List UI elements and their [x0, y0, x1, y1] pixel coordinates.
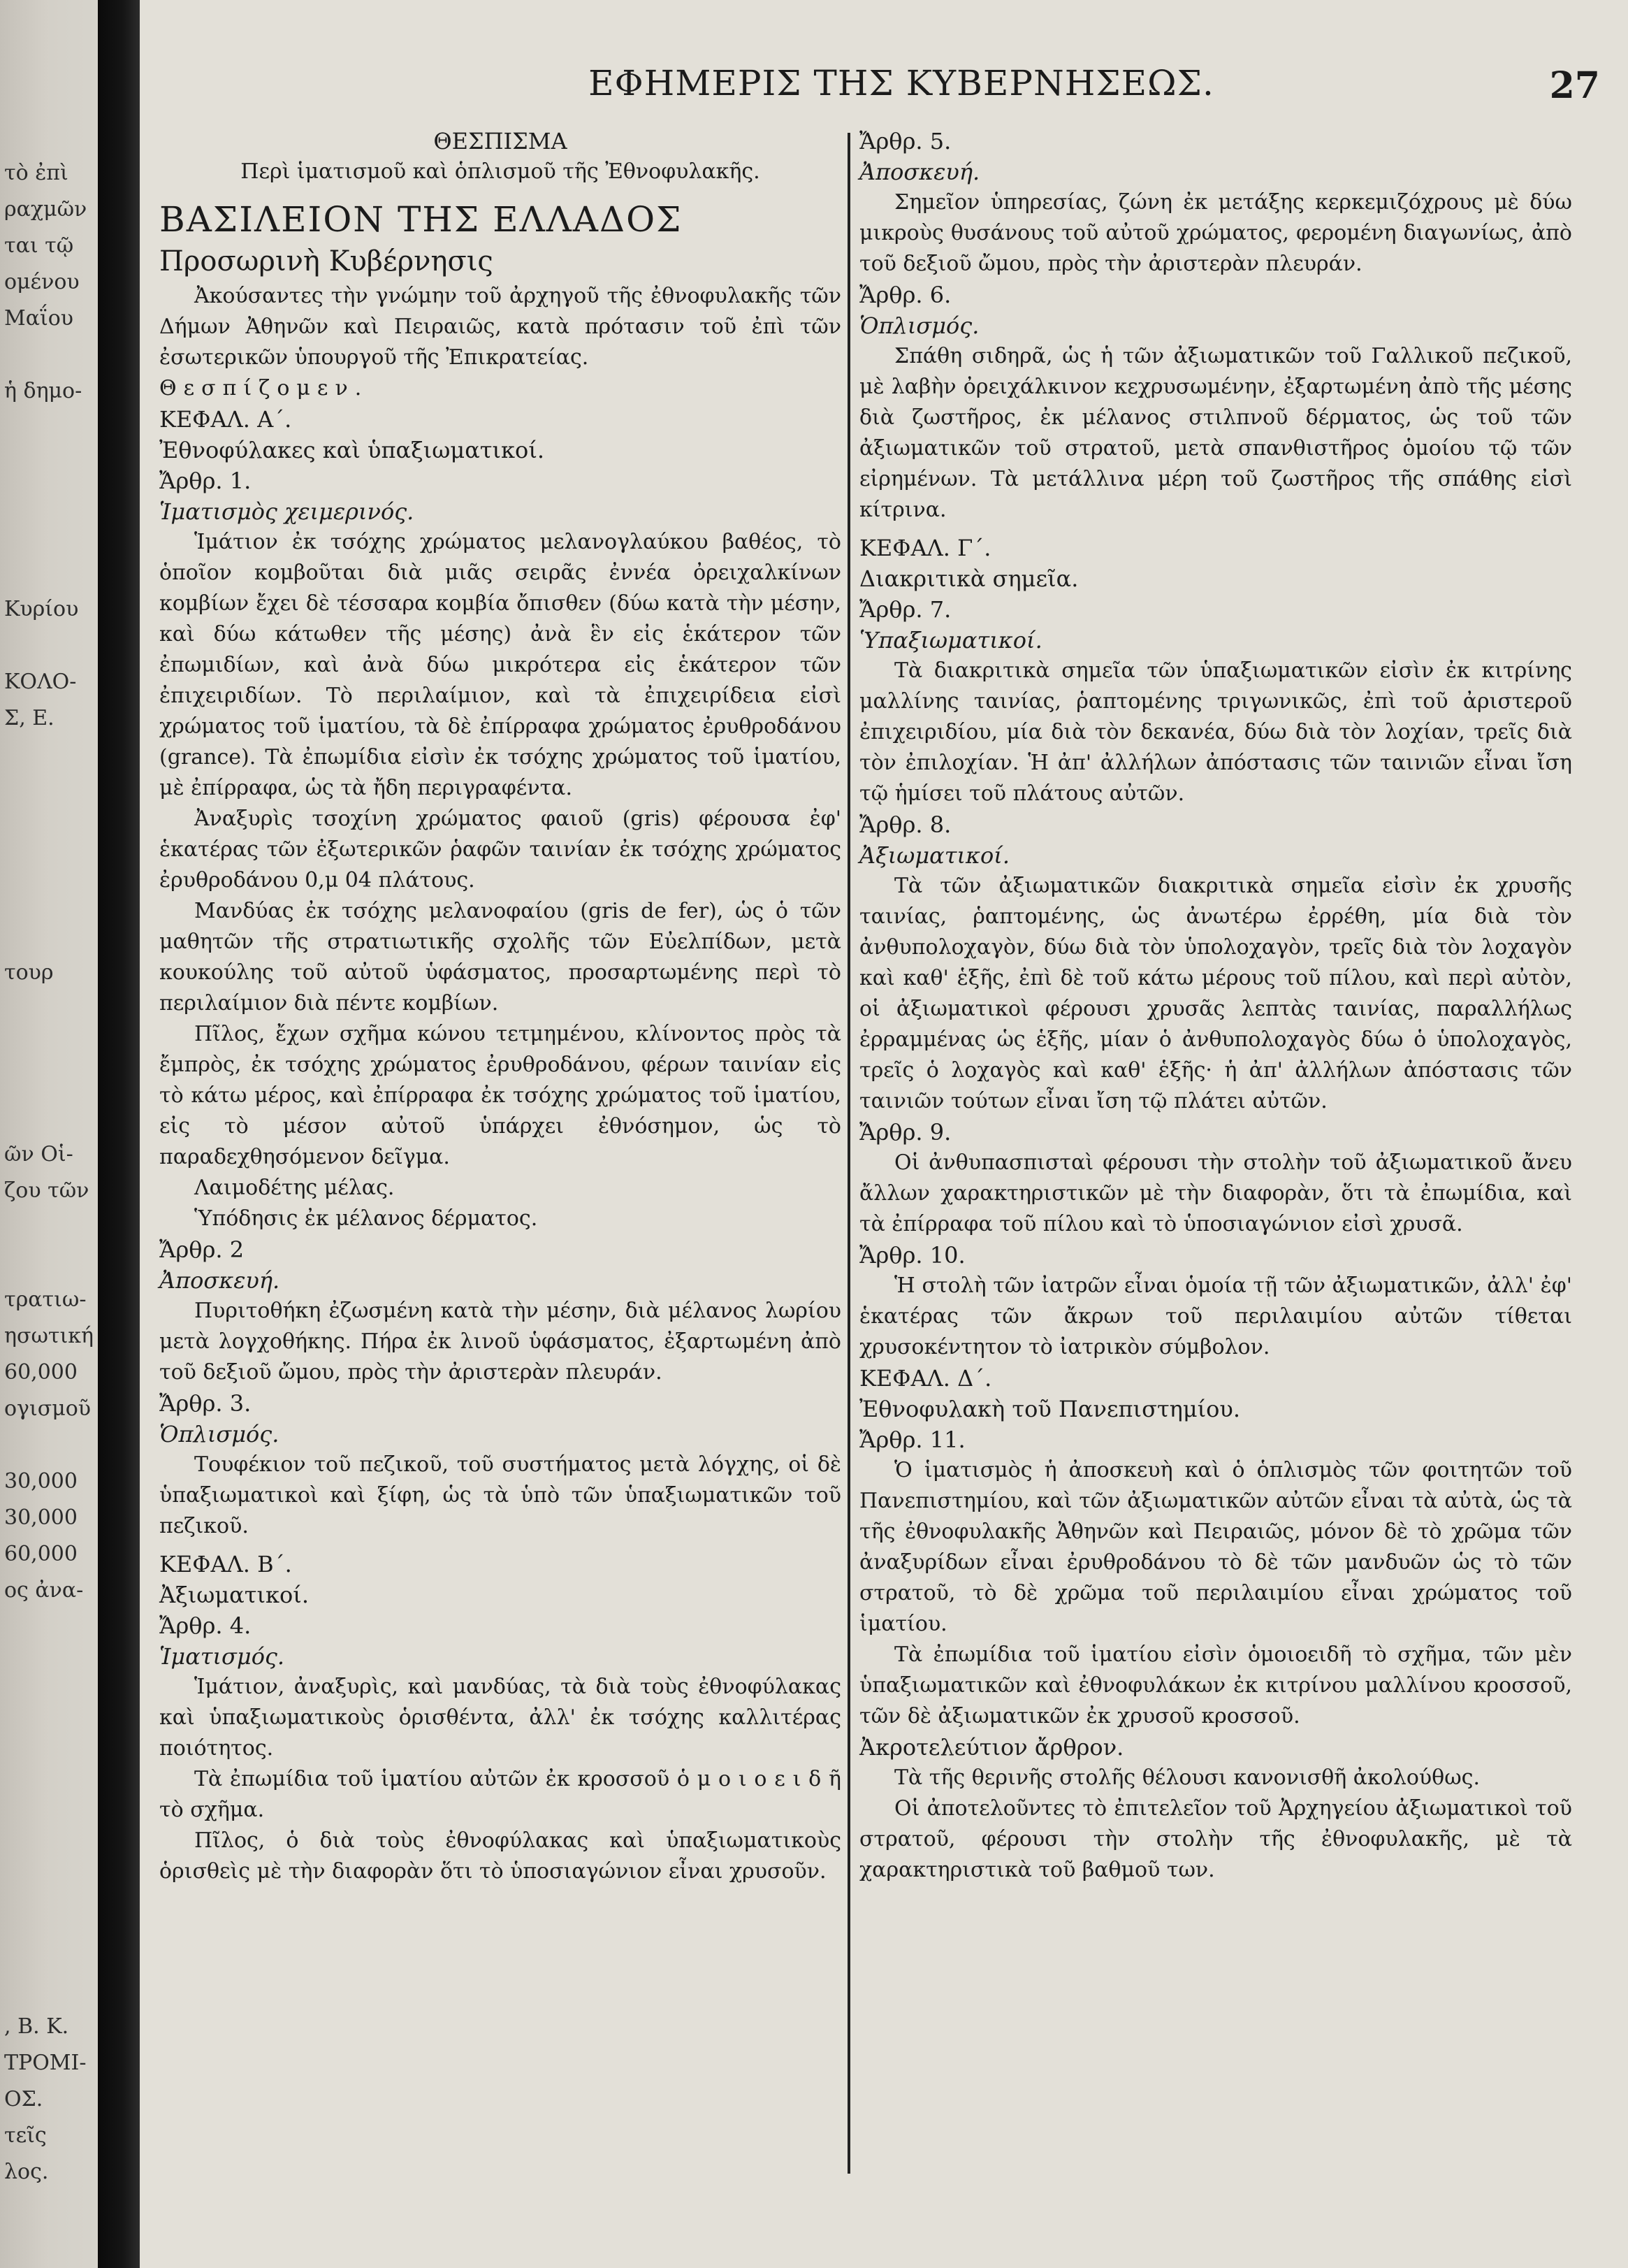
margin-fragment: ΤΡΟΜΙ- [4, 2051, 87, 2075]
margin-fragment: Κυρίου [4, 597, 79, 621]
margin-fragment: ησωτική [4, 1324, 94, 1348]
article-1: Ἄρθρ. 1. [159, 468, 252, 494]
decree-formula: Θεσπίζομεν. [159, 376, 369, 400]
margin-fragment: ος ἀνα- [4, 1578, 84, 1603]
article-11-para-2: Τὰ ἐπωμίδια τοῦ ἱματίου εἰσὶν ὁμοιοειδῆ τὸ σχῆμα, τῶν μὲν ὑπαξιωματικῶν καὶ ἐθνοφυλάκων ἐκ κιτρίνου μαλλίνου κροσσοῦ, τῶν δὲ ἀξιωματικῶν ἐκ χρυσοῦ κροσσοῦ. [859, 1642, 1572, 1728]
article-4-para-3: Πῖλος, ὁ διὰ τοὺς ἐθνοφύλακας καὶ ὑπαξιωματικοὺς ὁρισθεὶς μὲ τὴν διαφορὰν ὅτι τὸ ὑποσιαγώνιον εἶναι χρυσοῦν. [159, 1828, 841, 1884]
article-7-subtitle: Ὑπαξιωματικοί. [859, 627, 1042, 653]
article-8-para-1: Τὰ τῶν ἀξιωματικῶν διακριτικὰ σημεῖα εἰσὶν ἐκ χρυσῆς ταινίας, ῥαπτομένης, ὡς ἀνωτέρω ἐρρέθη, μία διὰ τὸν ἀνθυπολοχαγὸν, δύω διὰ τὸν ὑπολοχαγὸν, τρεῖς διὰ τὸν λοχαγὸν καὶ καθ' ἑξῆς, ἐπὶ δὲ τοῦ κάτω μέρους τοῦ πίλου, καὶ περὶ αὐτὸν, οἱ ἀξιωματικοὶ φέρουσι χρυσᾶς λεπτὰς ταινίας, παραλλήλως ἐρραμμένας ὡς ἑξῆς, μίαν ὁ ἀνθυπολοχαγὸς δύω ὁ ὑπολοχαγὸς, τρεῖς ὁ λοχαγὸς καὶ καθ' ἑξῆς· ἡ ἀπ' ἀλλήλων ἀπόστασις τῶν ταινιῶν τούτων εἶναι ἴση τῷ πλάτει αὐτῶν. [859, 874, 1572, 1113]
article-7: Ἄρθρ. 7. [859, 596, 952, 623]
margin-fragment: 60,000 [4, 1360, 78, 1385]
chapter-b: ΚΕΦΑΛ. Β΄. [159, 1551, 292, 1577]
article-4-subtitle: Ἱματισμός. [159, 1643, 285, 1670]
article-4-para-1: Ἱμάτιον, ἀναξυρὶς, καὶ μανδύας, τὰ διὰ τοὺς ἐθνοφύλακας καὶ ὑπαξιωματικοὺς ὁρισθέντα, ἀλλ' ἐκ τσόχης καλλιτέρας ποιότητος. [159, 1675, 841, 1761]
chapter-d-title: Ἐθνοφυλακὴ τοῦ Πανεπιστημίου. [859, 1396, 1241, 1422]
decree-subject: Περὶ ἱματισμοῦ καὶ ὁπλισμοῦ τῆς Ἐθνοφυλακῆς. [240, 159, 760, 184]
margin-fragment: Σ, Ε. [4, 706, 54, 730]
decree-label: ΘΕΣΠΙΣΜΑ [433, 128, 567, 154]
article-1-para-6: Ὑπόδησις ἐκ μέλανος δέρματος. [194, 1206, 538, 1231]
margin-fragment: ῶν Οἱ- [4, 1142, 73, 1166]
preamble: Ἀκούσαντες τὴν γνώμην τοῦ ἀρχηγοῦ τῆς ἐθνοφυλακῆς τῶν Δήμων Ἀθηνῶν καὶ Πειραιῶς, κατὰ πρότασιν τοῦ ἐπὶ τῶν ἐσωτερικῶν ὑπουργοῦ τῆς Ἐπικρατείας. [159, 284, 841, 370]
article-3: Ἄρθρ. 3. [159, 1390, 252, 1417]
article-10-para-1: Ἡ στολὴ τῶν ἰατρῶν εἶναι ὁμοία τῇ τῶν ἀξιωματικῶν, ἀλλ' ἐφ' ἑκατέρας τῶν ἄκρων τοῦ περιλαιμίου αὐτῶν τίθεται χρυσοκέντητον τὸ ἰατρικὸν σύμβολον. [859, 1273, 1572, 1359]
article-11: Ἄρθρ. 11. [859, 1426, 966, 1453]
margin-fragment: 30,000 [4, 1469, 78, 1494]
article-1-para-2: Ἀναξυρὶς τσοχίνη χρώματος φαιοῦ (gris) φέρουσα ἐφ' ἑκατέρας τῶν ἐξωτερικῶν ῥαφῶν ταινίαν ἐκ τσόχης χρώματος ἐρυθροδάνου 0,μ 04 πλάτους. [159, 807, 841, 893]
final-article: Ἀκροτελεύτιον ἄρθρον. [859, 1734, 1124, 1761]
chapter-b-title: Ἀξιωματικοί. [159, 1582, 310, 1608]
article-6: Ἄρθρ. 6. [859, 282, 952, 308]
article-2: Ἄρθρ. 2 [159, 1236, 245, 1263]
article-1-para-4: Πῖλος, ἔχων σχῆμα κώνου τετμημένου, κλίνοντος πρὸς τὰ ἔμπρὸς, ἐκ τσόχης χρώματος ἐρυθροδάνου, φέρων ταινίαν εἰς τὸ κάτω μέρος, καὶ ἐπίρραφα ἐκ τσόχης χρώματος τοῦ ἱματίου, εἰς τὸ μέσον αὐτοῦ ὑπάρχει ἐθνόσημον, ὡς τὸ παραδεχθησόμενον δεῖγμα. [159, 1022, 841, 1169]
article-5-subtitle: Ἀποσκευή. [859, 159, 980, 185]
margin-fragment: ΚΟΛΟ- [4, 670, 77, 694]
right-column [859, 126, 1572, 1886]
margin-fragment: 60,000 [4, 1542, 78, 1566]
margin-fragment: ΟΣ. [4, 2087, 43, 2111]
article-10: Ἄρθρ. 10. [859, 1242, 966, 1269]
gazette-page [140, 0, 1628, 2268]
article-2-subtitle: Ἀποσκευή. [159, 1267, 280, 1294]
column-rule [848, 133, 850, 2174]
article-7-para-1: Τὰ διακριτικὰ σημεῖα τῶν ὑπαξιωματικῶν εἰσὶν ἐκ κιτρίνης μαλλίνης ταινίας, ῥαπτομένης τριγωνικῶς, ἐπὶ τοῦ ἀριστεροῦ ἐπιχειριδίου, μία διὰ τὸν δεκανέα, δύω διὰ τὸν λοχίαν, τρεῖς διὰ τὸν ἐπιλοχίαν. Ἡ ἀπ' ἀλλήλων ἀπόστασις τῶν ταινιῶν εἶναι ἴση τῷ ἡμίσει τοῦ πλάτους αὐτῶν. [859, 658, 1572, 806]
article-1-para-5: Λαιμοδέτης μέλας. [194, 1176, 395, 1200]
article-8: Ἄρθρ. 8. [859, 811, 952, 838]
page-number: 27 [1549, 64, 1600, 107]
margin-fragment: 30,000 [4, 1505, 78, 1530]
chapter-a: ΚΕΦΑΛ. Α΄. [159, 406, 292, 433]
margin-fragment: Μαΐου [4, 306, 74, 331]
margin-fragment: τρατιω- [4, 1287, 87, 1312]
final-article-para-2: Οἱ ἀποτελοῦντες τὸ ἐπιτελεῖον τοῦ Ἀρχηγείου ἀξιωματικοὶ τοῦ στρατοῦ, φέρουσι τὴν στολὴν τῆς ἐθνοφυλακῆς, μὲ τὰ χαρακτηριστικὰ τοῦ βαθμοῦ των. [859, 1796, 1572, 1882]
running-head: ΕΦΗΜΕΡΙΣ ΤΗΣ ΚΥΒΕΡΝΗΣΕΩΣ. [588, 63, 1214, 103]
article-3-subtitle: Ὁπλισμός. [159, 1421, 279, 1447]
chapter-c: ΚΕΦΑΛ. Γ΄. [859, 535, 991, 561]
article-5-para-1: Σημεῖον ὑπηρεσίας, ζώνη ἐκ μετάξης κερκεμιζόχρους μὲ δύω μικροὺς θυσάνους τοῦ αὐτοῦ χρώματος, φερομένη διαγωνίως, ἀπὸ τοῦ δεξιοῦ ὤμου, πρὸς τὴν ἀριστερὰν πλευράν. [859, 190, 1572, 276]
article-2-para-1: Πυριτοθήκη ἐζωσμένη κατὰ τὴν μέσην, διὰ μέλανος λωρίου μετὰ λογχοθήκης. Πήρα ἐκ λινοῦ ὑφάσματος, ἐξαρτωμένη ἀπὸ τοῦ δεξιοῦ ὤμου, πρὸς τὴν ἀριστερὰν πλευράν. [159, 1299, 841, 1385]
article-3-para-1: Τουφέκιον τοῦ πεζικοῦ, τοῦ συστήματος μετὰ λόγχης, οἱ δὲ ὑπαξιωματικοὶ καὶ ξίφη, ὡς τὰ ὑπὸ τῶν ὑπαξιωματικῶν τοῦ πεζικοῦ. [159, 1452, 841, 1538]
article-6-subtitle: Ὁπλισμός. [859, 312, 980, 339]
article-4: Ἄρθρ. 4. [159, 1612, 252, 1639]
margin-fragment: ραχμῶν [4, 197, 87, 222]
article-1-para-3: Μανδύας ἐκ τσόχης μελανοφαίου (gris de fer), ὡς ὁ τῶν μαθητῶν τῆς στρατιωτικῆς σχολῆς τῶν Εὐελπίδων, μετὰ κουκούλης τοῦ αὐτοῦ ὑφάσματος, προσαρτωμένης περὶ τὸ περιλαίμιον διὰ πέντε κομβίων. [159, 899, 841, 1016]
article-1-para-1: Ἱμάτιον ἐκ τσόχης χρώματος μελανογλαύκου βαθέος, τὸ ὁποῖον κομβοῦται διὰ μιᾶς σειρᾶς ἐννέα ὀρειχαλκίνων κομβίων ἔχει δὲ τέσσαρα κομβία ὄπισθεν (δύω κατὰ τὴν μέσην, καὶ δύω κάτωθεν τῆς μέσης) ἀνὰ ἓν εἰς ἑκάτερον τῶν ἐπωμιδίων, καὶ ἀνὰ δύω μικρότερα εἰς ἑκάτερον τῶν ἐπιχειριδίων. Τὸ περιλαίμιον, καὶ τὰ ἐπιχειρίδεια εἰσὶ χρώματος τοῦ ἱματίου, τὰ δὲ ἐπίρραφα χρώματος ἐρυθροδάνου (grance). Τὰ ἐπωμίδια εἰσὶν ἐκ τσόχης χρώματος τοῦ ἱματίου, μὲ ἐπίρραφα, ὡς τὰ ἤδη περιγραφέντα. [159, 530, 841, 800]
article-6-para-1: Σπάθη σιδηρᾶ, ὡς ἡ τῶν ἀξιωματικῶν τοῦ Γαλλικοῦ πεζικοῦ, μὲ λαβὴν ὀρειχάλκινον κεχρυσωμένην, ἐξαρτωμένη ἀπὸ τῆς μέσης διὰ ζωστῆρος, ἐκ μέλανος στιλπνοῦ δέρματος, ὡς τοῦ τῶν ἀξιωματικῶν τοῦ στρατοῦ, μετὰ σπανθιστῆρος ὁμοίου τῷ τῶν εἰρημένων. Τὰ μετάλλινα μέρη τοῦ ζωστῆρος τῆς σπάθης εἰσὶ κίτρινα. [859, 344, 1572, 522]
book-spine-shadow [98, 0, 140, 2268]
article-9-para-1: Οἱ ἀνθυπασπισταὶ φέρουσι τὴν στολὴν τοῦ ἀξιωματικοῦ ἄνευ ἄλλων χαρακτηριστικῶν μὲ τὴν διαφορὰν, ὅτι τὰ ἐπωμίδια, καὶ τὰ ἐπίρραφα τοῦ πίλου καὶ τὸ ὑποσιαγώνιον εἰσὶ χρυσᾶ. [859, 1150, 1572, 1236]
chapter-d: ΚΕΦΑΛ. Δ΄. [859, 1365, 992, 1392]
final-article-para-1: Τὰ τῆς θερινῆς στολῆς θέλουσι κανονισθῆ ἀκολούθως. [894, 1765, 1481, 1790]
article-11-para-1: Ὁ ἱματισμὸς ἡ ἀποσκευὴ καὶ ὁ ὁπλισμὸς τῶν φοιτητῶν τοῦ Πανεπιστημίου, καὶ τῶν ἀξιωματικῶν αὐτῶν εἶναι τὰ αὐτὰ, ὡς τὰ τῆς ἐθνοφυλακῆς Ἀθηνῶν καὶ Πειραιῶς, μόνον δὲ τὸ χρῶμα τῶν ἀναξυρίδων εἶναι ἐρυθροδάνου τὸ δὲ τῶν μανδυῶν ὡς τὸ τῶν στρατοῦ, τὸ δὲ χρῶμα τοῦ περιλαιμίου εἶναι χρώματος τοῦ ἱματίου. [859, 1458, 1572, 1636]
article-9: Ἄρθρ. 9. [859, 1119, 952, 1146]
margin-fragment: ζου τῶν [4, 1178, 89, 1203]
margin-fragment: , Β. Κ. [4, 2014, 69, 2039]
margin-fragment: ται τῷ [4, 233, 74, 258]
margin-fragment: λος. [4, 2160, 49, 2184]
kingdom-title: ΒΑΣΙΛΕΙΟΝ ΤΗΣ ΕΛΛΑΔΟΣ [159, 199, 683, 240]
margin-fragment: ἡ δημο- [4, 379, 82, 403]
margin-fragment: ομένου [4, 270, 80, 294]
margin-fragment: ογισμοῦ [4, 1396, 92, 1421]
article-1-subtitle: Ἱματισμὸς χειμερινός. [159, 498, 414, 525]
binding-gutter [0, 0, 49, 2268]
government-title: Προσωρινὴ Κυβέρνησις [159, 245, 493, 277]
margin-fragment: τὸ ἐπὶ [4, 161, 68, 185]
margin-fragment: τουρ [4, 960, 54, 985]
chapter-c-title: Διακριτικὰ σημεῖα. [859, 565, 1079, 592]
article-4-para-2: Τὰ ἐπωμίδια τοῦ ἱματίου αὐτῶν ἐκ κροσσοῦ ὁ μ ο ι ο ε ι δ ῆ τὸ σχῆμα. [159, 1767, 841, 1822]
left-column [159, 126, 841, 1887]
article-5: Ἄρθρ. 5. [859, 128, 952, 154]
chapter-a-title: Ἐθνοφύλακες καὶ ὑπαξιωματικοί. [159, 437, 545, 463]
article-8-subtitle: Ἀξιωματικοί. [859, 842, 1010, 869]
margin-fragment: τεῖς [4, 2123, 47, 2148]
